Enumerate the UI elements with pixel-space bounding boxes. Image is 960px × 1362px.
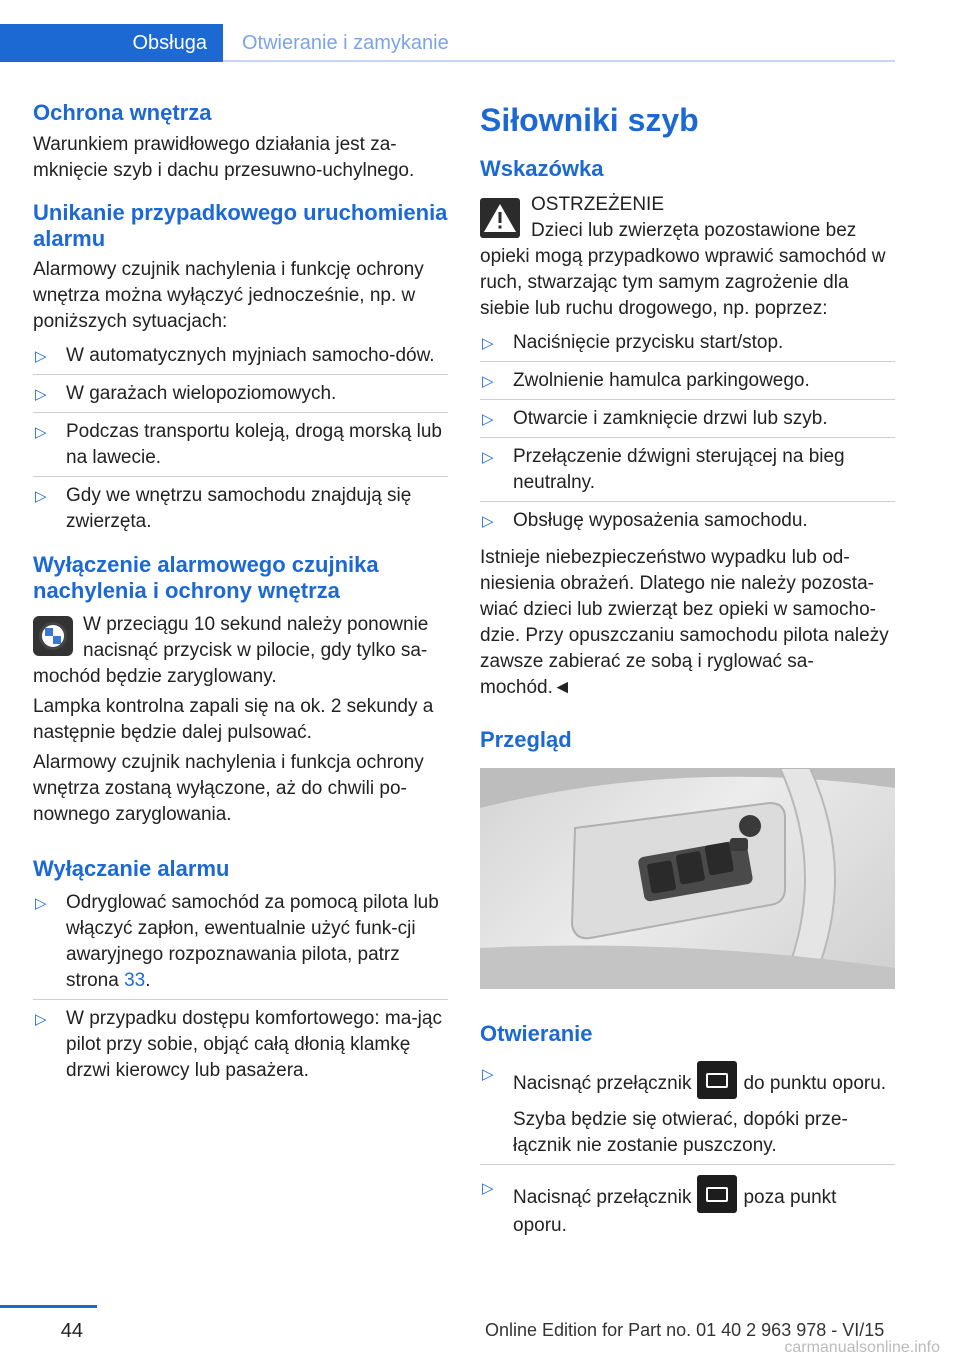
paragraph: Alarmowy czujnik nachylenia i funkcję ochrony wnętrza można wyłączyć jednocześnie, np. w poniższych sytuacjach: — [33, 259, 424, 332]
triangle-bullet-icon: ▷ — [35, 424, 47, 441]
triangle-bullet-icon: ▷ — [35, 348, 47, 365]
left-column — [33, 100, 448, 1095]
page-header — [0, 24, 895, 62]
list-item: ▷ Nacisnąć przełącznik do punktu oporu. Szyba będzie się otwierać, dopóki prze-łącznik nie zostanie puszczony. — [480, 1061, 895, 1165]
triangle-bullet-icon: ▷ — [482, 373, 494, 390]
page-link[interactable]: 33 — [124, 970, 146, 991]
list-item: ▷ Naciśnięcie przycisku start/stop. — [480, 330, 895, 362]
edition-text: Online Edition for Part no. 01 40 2 963 978 - VI/15 — [485, 1320, 885, 1340]
triangle-bullet-icon: ▷ — [35, 386, 47, 403]
warning-list — [480, 330, 895, 539]
door-switch-photo — [480, 768, 895, 989]
paragraph: W przeciągu 10 sekund należy ponownie nacisnąć przycisk w pilocie, gdy tylko sa-mochód będzie zaryglowany. — [33, 614, 429, 687]
footer-rule — [0, 1305, 97, 1308]
section-title-disable-sensor: Wyłączenie alarmowego czujnika nachylenia i ochrony wnętrza — [33, 552, 379, 603]
triangle-bullet-icon: ▷ — [482, 1066, 494, 1083]
window-switch-icon — [697, 1061, 737, 1099]
list-item: ▷ Podczas transportu koleją, drogą morską lub na lawecie. — [33, 419, 448, 477]
header-rule — [223, 60, 895, 62]
list-item: ▷ Otwarcie i zamknięcie drzwi lub szyb. — [480, 406, 895, 438]
note-title: Wskazówka — [480, 156, 604, 181]
triangle-bullet-icon: ▷ — [35, 1011, 47, 1028]
warning-label: OSTRZEŻENIE — [531, 194, 665, 215]
triangle-bullet-icon: ▷ — [482, 513, 494, 530]
list-item: ▷ Odryglować samochód za pomocą pilota lub włączyć zapłon, ewentualnie użyć funk-cji awaryjnego rozpoznawania pilota, patrz strona 33. — [33, 890, 448, 1000]
chapter-title-window-lifts: Siłowniki szyb — [480, 102, 699, 138]
section-title-interior-protection: Ochrona wnętrza — [33, 100, 212, 125]
list-item: ▷ Zwolnienie hamulca parkingowego. — [480, 368, 895, 400]
section-title-disable-alarm: Wyłączanie alarmu — [33, 856, 230, 881]
opening-list — [480, 1061, 895, 1244]
list-item: ▷ Gdy we wnętrzu samochodu znajdują się zwierzęta. — [35, 485, 412, 532]
triangle-bullet-icon: ▷ — [482, 1180, 494, 1197]
watermark: carmanualsonline.info — [784, 1339, 940, 1356]
chapter-tab[interactable]: Otwieranie i zamykanie — [242, 32, 449, 54]
list-item: ▷ Przełączenie dźwigni sterującej na bieg neutralny. — [480, 444, 895, 502]
list-item: ▷ Nacisnąć przełącznik poza punkt oporu. — [480, 1175, 895, 1244]
section-title-opening: Otwieranie — [480, 1021, 593, 1046]
window-switch-icon — [697, 1175, 737, 1213]
paragraph: Lampka kontrolna zapali się na ok. 2 sekundy a następnie będzie dalej pulsować. — [33, 696, 434, 743]
triangle-bullet-icon: ▷ — [482, 411, 494, 428]
sub-paragraph: Szyba będzie się otwierać, dopóki prze-łącznik nie zostanie puszczony. — [513, 1109, 848, 1156]
situations-list — [33, 343, 448, 540]
triangle-bullet-icon: ▷ — [482, 335, 494, 352]
page-number: 44 — [60, 1320, 83, 1342]
warning-text: Dzieci lub zwierzęta pozostawione bez opieki mogą przypadkowo wprawić samochód w ruch, stwarzając tym samym zagrożenie dla siebie lub ruchu drogowego, np. poprzez: — [480, 220, 886, 319]
section-tab[interactable]: Obsługa — [0, 24, 223, 62]
list-item: ▷ W garażach wielopoziomowych. — [33, 381, 448, 413]
warning-conclusion: Istnieje niebezpieczeństwo wypadku lub od-niesienia obrażeń. Dlatego nie należy pozosta-wiać dzieci lub zwierząt bez opieki w samocho-dzie. Przy opuszczaniu samochodu pilota należy zawsze zabierać ze sobą i ryglować sa-mochód.◄ — [480, 547, 889, 698]
section-title-overview: Przegląd — [480, 727, 572, 752]
right-column — [480, 100, 895, 1250]
warning-triangle-icon — [480, 198, 520, 238]
warning-block — [480, 192, 895, 218]
triangle-bullet-icon: ▷ — [35, 895, 47, 912]
triangle-bullet-icon: ▷ — [482, 449, 494, 466]
list-item: ▷ Obsługę wyposażenia samochodu. — [480, 508, 895, 539]
section-title-avoid-alarm: Unikanie przypadkowego uruchomienia alarmu — [33, 200, 448, 251]
disable-alarm-list — [33, 890, 448, 1089]
triangle-bullet-icon: ▷ — [35, 488, 47, 505]
paragraph: Warunkiem prawidłowego działania jest za-mknięcie szyb i dachu przesuwno-uchylnego. — [33, 134, 415, 181]
bmw-remote-key-icon — [33, 616, 73, 656]
list-item: ▷ W automatycznych myjniach samocho-dów. — [33, 343, 448, 375]
paragraph: Alarmowy czujnik nachylenia i funkcja ochrony wnętrza zostaną wyłączone, aż do chwili po-nownego zaryglowania. — [33, 752, 424, 825]
list-item: ▷ W przypadku dostępu komfortowego: ma-jąc pilot przy sobie, objąć całą dłonią klamkę drzwi kierowcy lub pasażera. — [35, 1008, 442, 1081]
